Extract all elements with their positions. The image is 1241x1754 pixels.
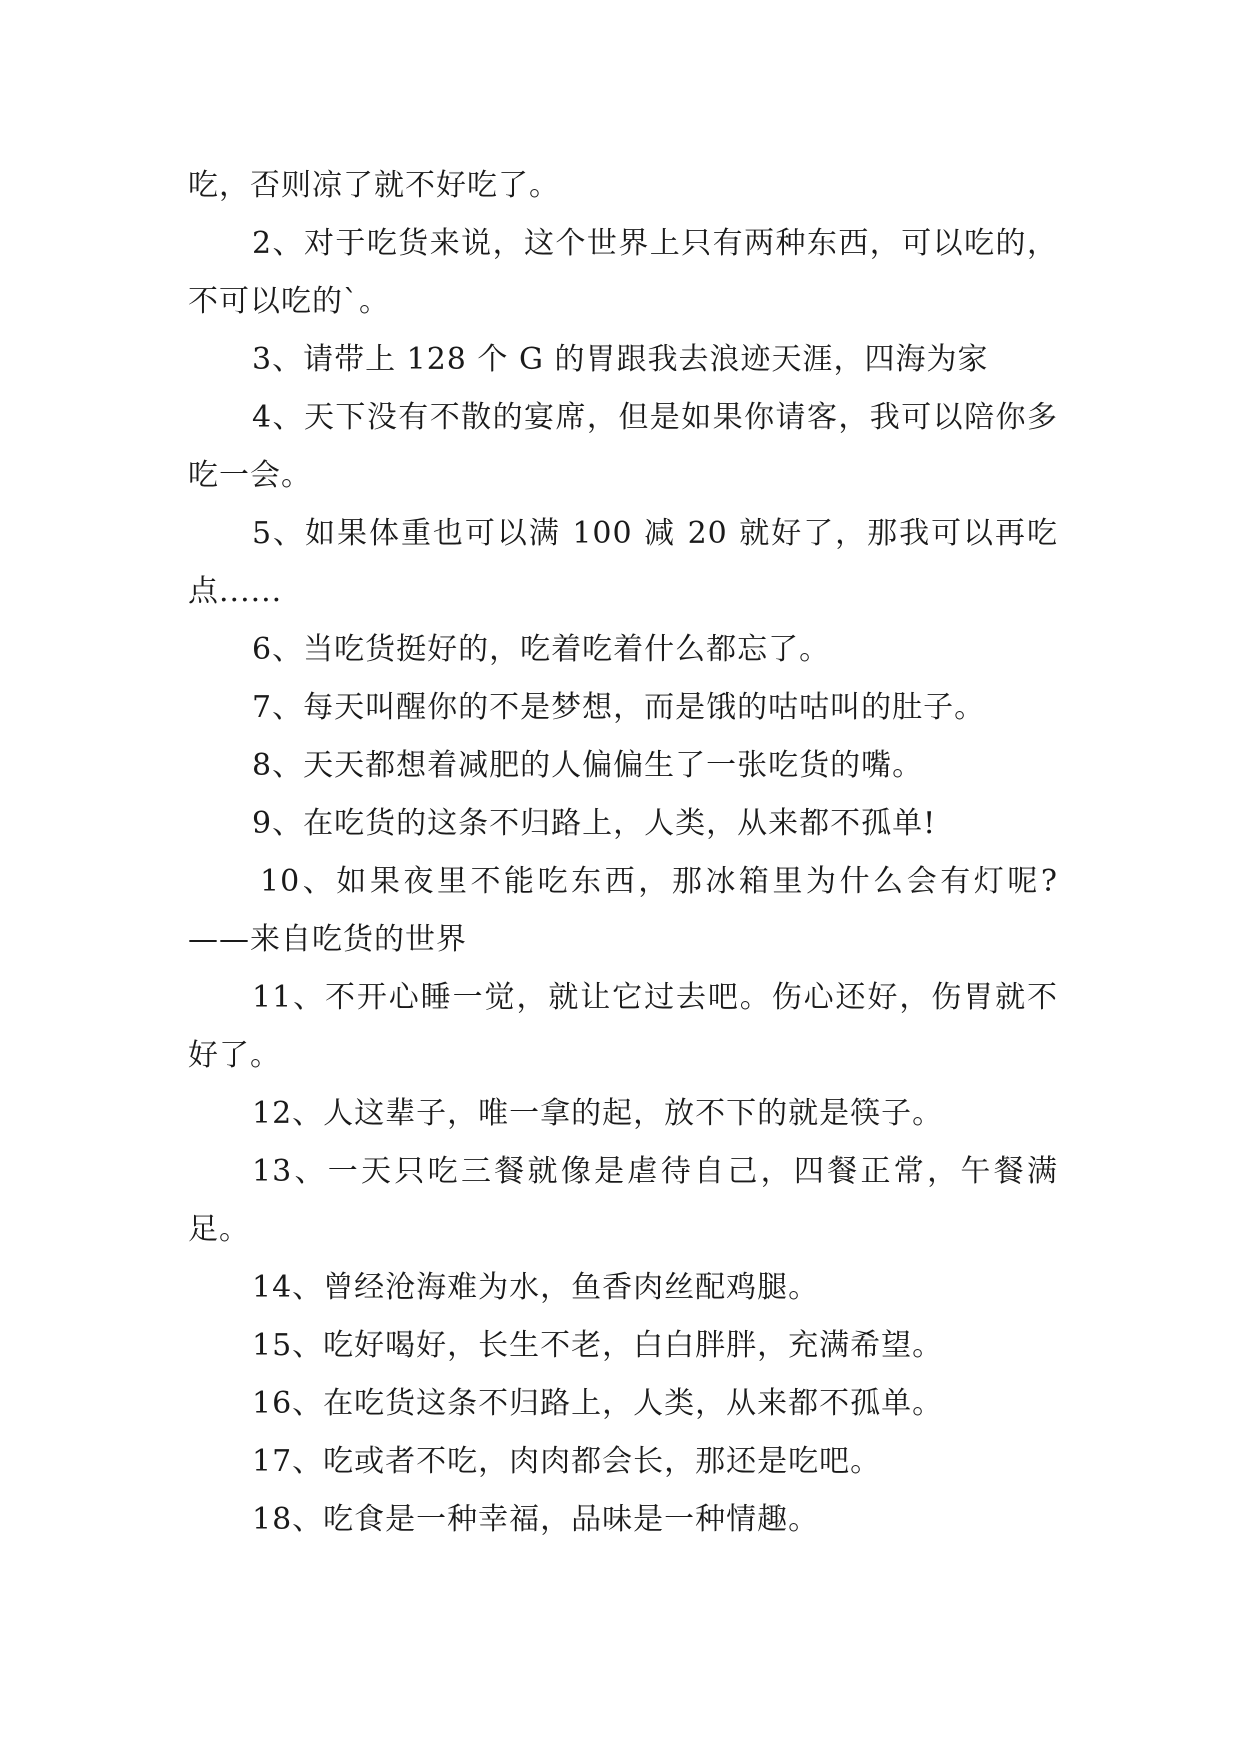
list-item: 10、如果夜里不能吃东西，那冰箱里为什么会有灯呢?——来自吃货的世界 bbox=[188, 864, 1058, 957]
list-item: 7、每天叫醒你的不是梦想，而是饿的咕咕叫的肚子。 bbox=[252, 690, 986, 725]
document-body bbox=[188, 157, 1058, 1549]
list-item: 6、当吃货挺好的，吃着吃着什么都忘了。 bbox=[252, 632, 831, 667]
list-item: 15、吃好喝好，长生不老，白白胖胖，充满希望。 bbox=[252, 1328, 944, 1363]
list-item: 17、吃或者不吃，肉肉都会长，那还是吃吧。 bbox=[252, 1444, 882, 1479]
paragraph-continuation: 吃，否则凉了就不好吃了。 bbox=[188, 168, 560, 203]
list-item: 5、如果体重也可以满 100 减 20 就好了，那我可以再吃点...... bbox=[188, 516, 1058, 609]
list-item: 18、吃食是一种幸福，品味是一种情趣。 bbox=[252, 1502, 820, 1537]
list-item: 9、在吃货的这条不归路上，人类，从来都不孤单! bbox=[252, 806, 937, 841]
list-item: 4、天下没有不散的宴席，但是如果你请客，我可以陪你多吃一会。 bbox=[188, 400, 1058, 493]
list-item: 12、人这辈子，唯一拿的起，放不下的就是筷子。 bbox=[252, 1096, 944, 1131]
list-item: 8、天天都想着减肥的人偏偏生了一张吃货的嘴。 bbox=[252, 748, 924, 783]
list-item: 16、在吃货这条不归路上，人类，从来都不孤单。 bbox=[252, 1386, 944, 1421]
list-item: 13、一天只吃三餐就像是虐待自己，四餐正常，午餐满足。 bbox=[188, 1154, 1058, 1247]
list-item: 3、请带上 128 个 G 的胃跟我去浪迹天涯，四海为家 bbox=[252, 342, 989, 377]
list-item: 11、不开心睡一觉，就让它过去吧。伤心还好，伤胃就不好了。 bbox=[188, 980, 1058, 1073]
list-item: 14、曾经沧海难为水，鱼香肉丝配鸡腿。 bbox=[252, 1270, 820, 1305]
list-item: 2、对于吃货来说，这个世界上只有两种东西，可以吃的，不可以吃的`。 bbox=[188, 226, 1058, 319]
